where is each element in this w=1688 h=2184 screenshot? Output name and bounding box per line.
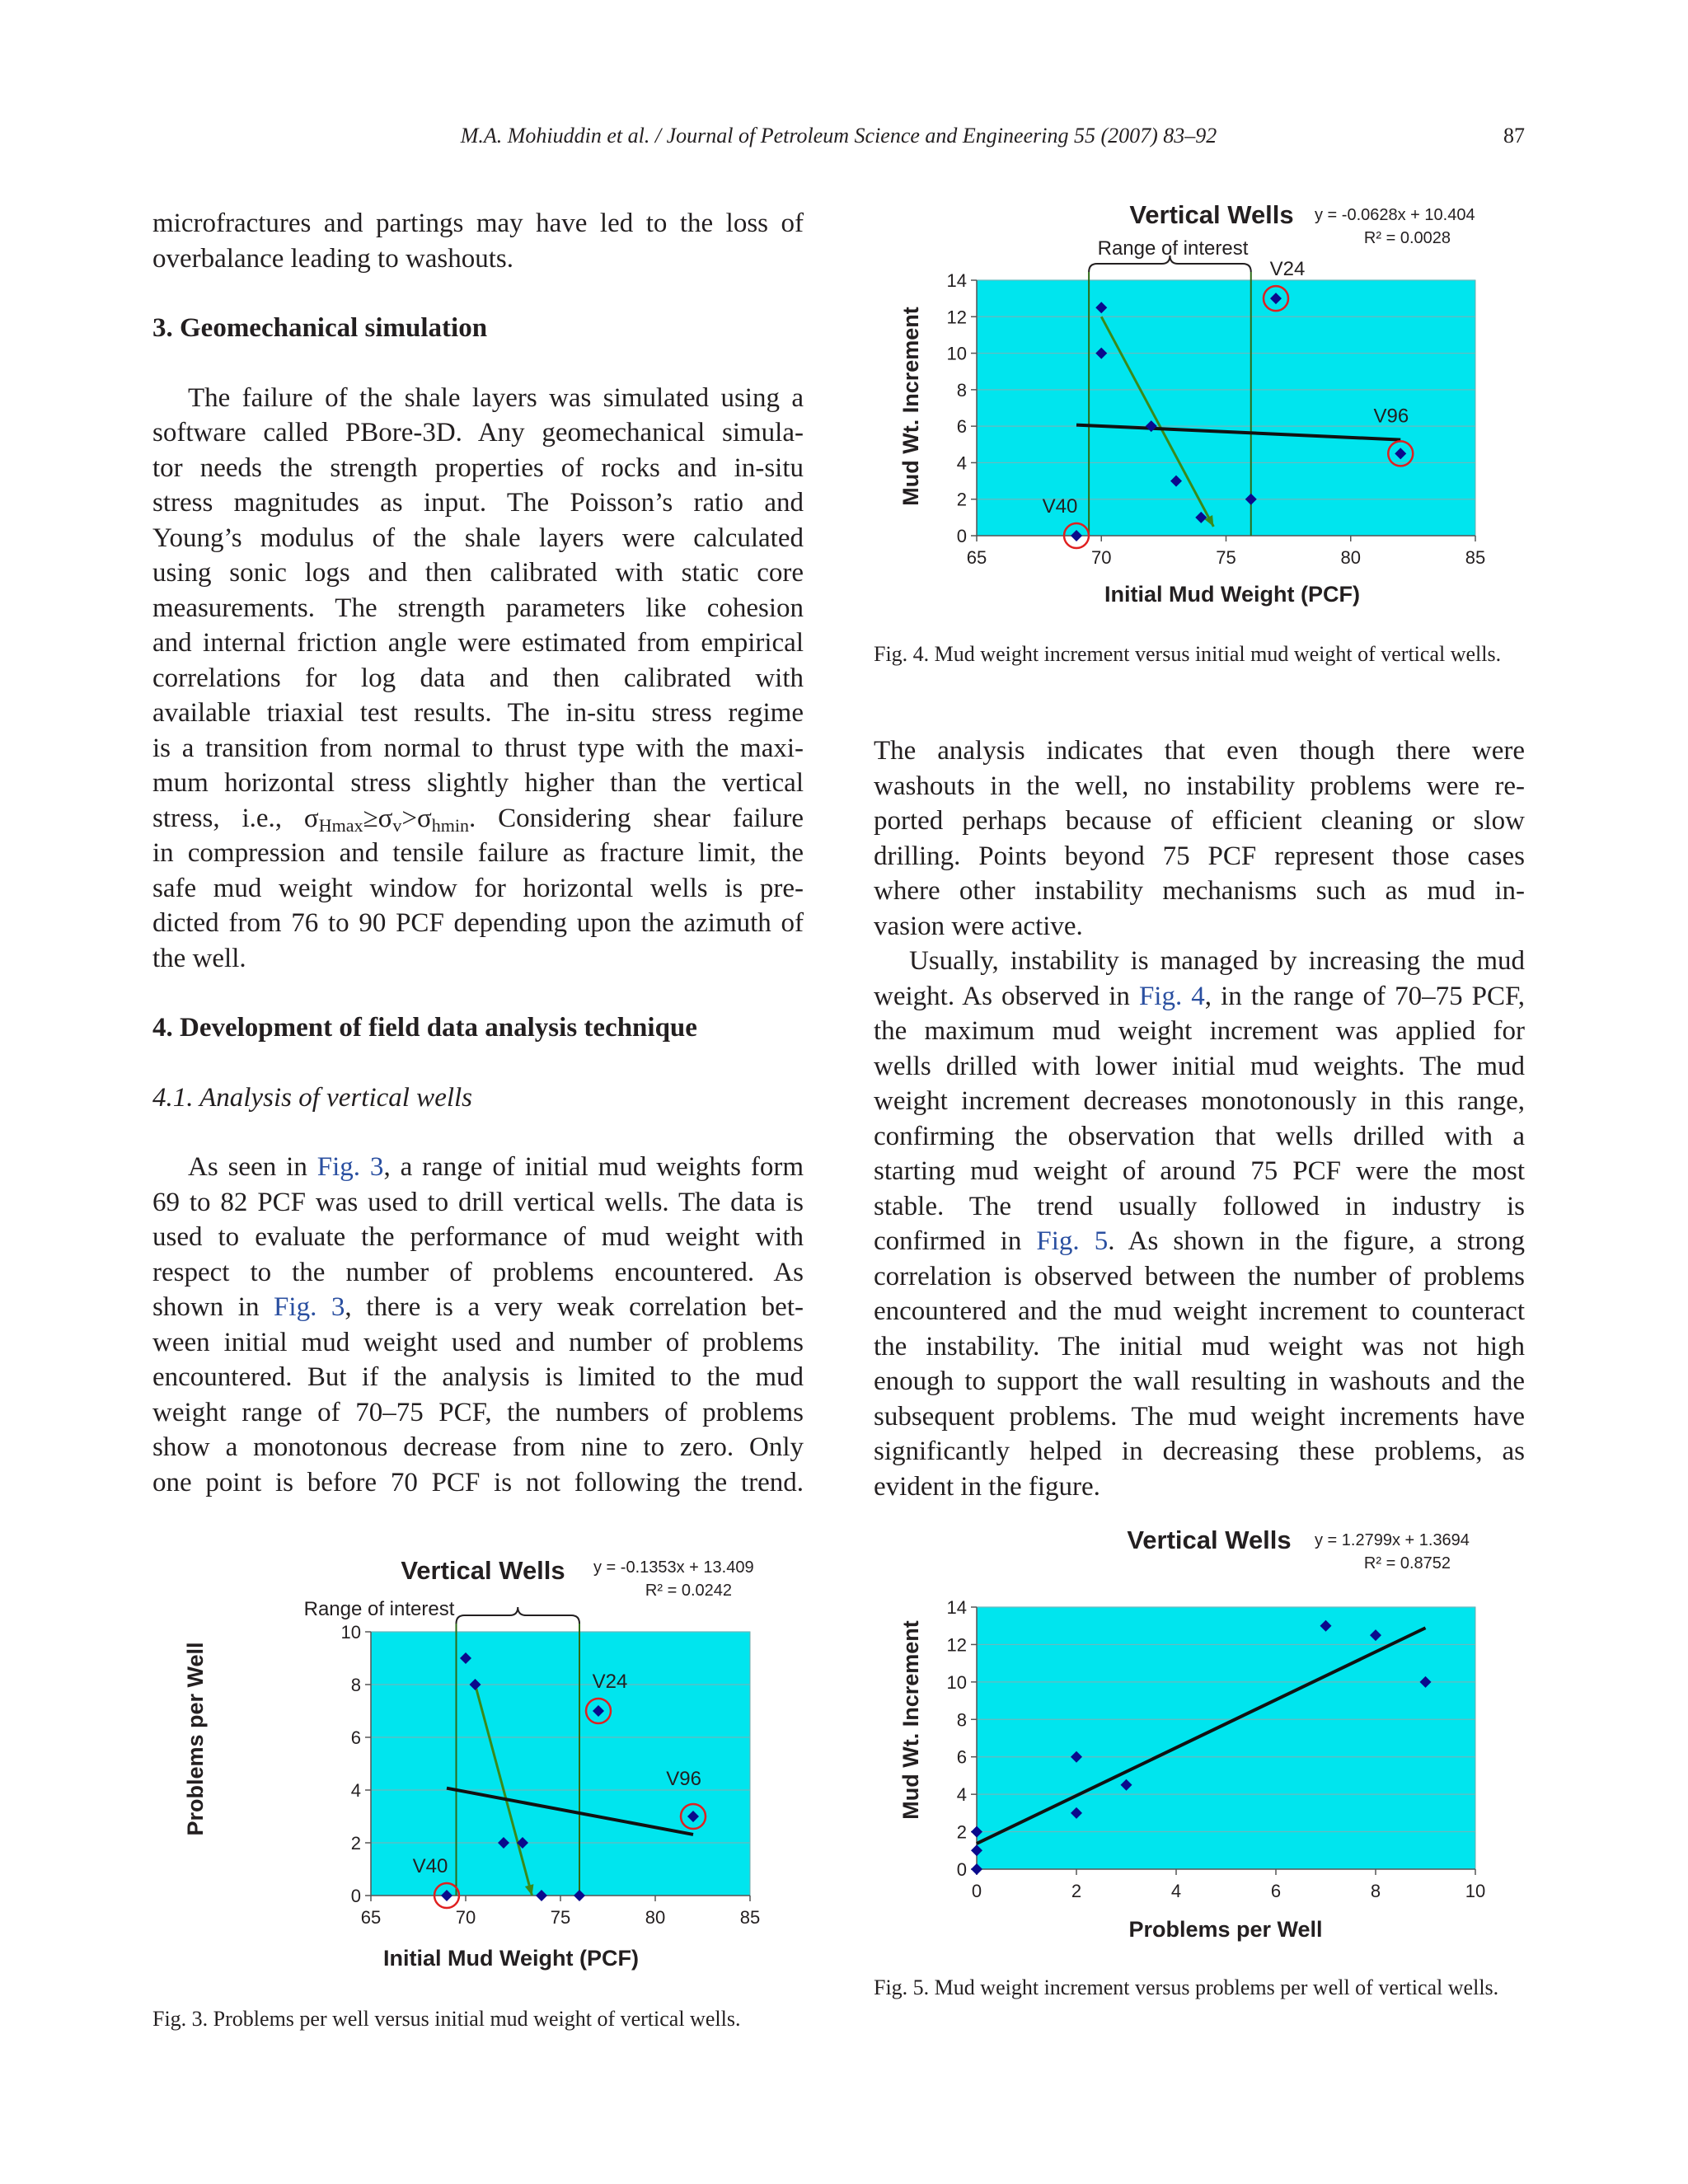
trend-r2: R² = 0.8752: [1363, 1554, 1451, 1572]
text-line: significantly helped in decreasing these problems, as: [874, 1436, 1525, 1466]
figure-3-caption: Fig. 3. Problems per well versus initial mud weight of vertical wells.: [152, 2007, 741, 2031]
section-heading-4: 4. Development of field data analysis technique: [152, 1013, 697, 1043]
outlier-label: V40: [412, 1855, 448, 1877]
x-tick-label: 8: [1370, 1881, 1381, 1901]
text-line: software called PBore-3D. Any geomechanical simula-: [152, 418, 804, 448]
text-line: weight range of 70–75 PCF, the numbers of problems: [152, 1397, 804, 1427]
x-axis-title: Initial Mud Weight (PCF): [1104, 582, 1360, 607]
text-line: ween initial mud weight used and number of problems: [152, 1327, 804, 1357]
text-line: using sonic logs and then calibrated with static core: [152, 558, 804, 588]
range-of-interest-label: Range of interest: [303, 1598, 455, 1620]
outlier-label: V96: [666, 1768, 701, 1790]
x-tick-label: 80: [1340, 547, 1361, 568]
text-line: used to evaluate the performance of mud weight with: [152, 1222, 804, 1252]
text-line: weight. As observed in Fig. 4, in the range of 70–75 PCF,: [874, 981, 1525, 1011]
page-number: 87: [1503, 124, 1525, 148]
journal-citation: M.A. Mohiuddin et al. / Journal of Petroleum Science and Engineering 55 (2007) 83–92: [460, 124, 1217, 148]
text-line: overbalance leading to washouts.: [152, 243, 514, 274]
x-axis-title: Problems per Well: [1128, 1917, 1323, 1942]
y-tick-label: 0: [350, 1886, 361, 1906]
section-3-body: [152, 381, 804, 977]
text-line: enough to support the wall resulting in washouts and the: [874, 1366, 1525, 1396]
fig5-link[interactable]: Fig. 5: [1036, 1226, 1109, 1256]
text-line: correlations for log data and then calibrated with: [152, 663, 804, 693]
x-axis-title: Initial Mud Weight (PCF): [383, 1946, 639, 1971]
fig3-link[interactable]: Fig. 3: [274, 1292, 345, 1322]
text-line: respect to the number of problems encountered. As: [152, 1257, 804, 1287]
text-line: encountered. But if the analysis is limited to the mud: [152, 1362, 804, 1392]
x-tick-label: 70: [1091, 547, 1112, 568]
chart-title: Vertical Wells: [1129, 200, 1294, 229]
y-tick-label: 14: [946, 270, 967, 291]
text-line: dicted from 76 to 90 PCF depending upon the azimuth of: [152, 908, 804, 938]
right-column-text: [874, 733, 1525, 1504]
y-axis-title: Mud Wt. Increment: [898, 307, 923, 506]
figure-4-caption: Fig. 4. Mud weight increment versus initial mud weight of vertical wells.: [874, 642, 1502, 666]
x-tick-label: 65: [966, 547, 987, 568]
range-of-interest-label: Range of interest: [1097, 237, 1249, 260]
x-tick-label: 75: [1216, 547, 1236, 568]
x-tick-label: 70: [455, 1907, 476, 1928]
figure-5-chart: [890, 1516, 1533, 1961]
x-tick-label: 0: [971, 1881, 982, 1901]
chart-title: Vertical Wells: [401, 1556, 565, 1585]
outlier-label: V96: [1373, 405, 1409, 428]
x-tick-label: 75: [550, 1907, 571, 1928]
text-line: the maximum mud weight increment was applied for: [874, 1016, 1525, 1046]
text-line: encountered and the mud weight increment to counteract: [874, 1296, 1525, 1326]
text-line: shown in Fig. 3, there is a very weak correlation bet-: [152, 1292, 804, 1322]
y-tick-label: 10: [946, 343, 967, 364]
text-line: available triaxial test results. The in-situ stress regime: [152, 698, 804, 728]
text-line: evident in the figure.: [874, 1471, 1100, 1502]
text-line: the instability. The initial mud weight was not high: [874, 1331, 1525, 1361]
trend-equation: y = -0.0628x + 10.404: [1315, 206, 1475, 224]
text-line: starting mud weight of around 75 PCF were the most: [874, 1156, 1525, 1186]
plot-area: [977, 1607, 1475, 1869]
x-tick-label: 2: [1071, 1881, 1082, 1901]
section-heading-3: 3. Geomechanical simulation: [152, 313, 488, 343]
y-tick-label: 4: [956, 452, 967, 474]
figure-3-chart: [165, 1533, 808, 1978]
text-line: 69 to 82 PCF was used to drill vertical wells. The data is: [152, 1187, 804, 1217]
text-line: drilling. Points beyond 75 PCF represent those cases: [874, 841, 1525, 871]
text-line: correlation is observed between the number of problems: [874, 1261, 1525, 1291]
y-tick-label: 8: [956, 379, 967, 401]
text-line: where other instability mechanisms such as mud in-: [874, 876, 1525, 906]
text-line: As seen in Fig. 3, a range of initial mud weights form: [188, 1152, 804, 1182]
text-line: show a monotonous decrease from nine to zero. Only: [152, 1432, 804, 1462]
text-line: wells drilled with lower initial mud weights. The mud: [874, 1051, 1525, 1081]
y-tick-label: 0: [956, 1859, 967, 1880]
stress-relation-line: stress, i.e., $\sigma_{Hmax}\ge\sigma_v>\sigma_{hmin}$. Considering shear failure: [152, 803, 804, 836]
text-line: stress magnitudes as input. The Poisson’s ratio and: [152, 488, 804, 518]
y-axis-title: Mud Wt. Increment: [898, 1620, 923, 1820]
section-4-1-body: [152, 1150, 804, 1500]
y-tick-label: 6: [956, 416, 967, 438]
x-tick-label: 85: [739, 1907, 761, 1928]
text-line: one point is before 70 PCF is not following the trend.: [152, 1467, 804, 1497]
y-tick-label: 6: [956, 1746, 967, 1768]
x-tick-label: 85: [1465, 547, 1486, 568]
outlier-label: V40: [1042, 495, 1078, 518]
y-tick-label: 4: [350, 1780, 361, 1801]
text-line: The analysis indicates that even though there were: [874, 736, 1525, 766]
y-tick-label: 4: [956, 1784, 967, 1806]
y-tick-label: 2: [956, 489, 967, 510]
trend-equation: y = -0.1353x + 13.409: [593, 1558, 754, 1577]
y-tick-label: 12: [946, 1634, 967, 1656]
text-line: Young’s modulus of the shale layers were calculated: [152, 523, 804, 553]
text-line: The failure of the shale layers was simulated using a: [188, 382, 804, 413]
y-tick-label: 10: [946, 1671, 967, 1693]
text-line: and internal friction angle were estimated from empirical: [152, 628, 804, 658]
text-line: the well.: [152, 943, 246, 973]
y-tick-label: 2: [956, 1821, 967, 1843]
text-line: confirming the observation that wells drilled with a: [874, 1121, 1525, 1151]
subsection-heading-4-1: 4.1. Analysis of vertical wells: [152, 1082, 473, 1113]
y-tick-label: 6: [350, 1727, 361, 1748]
trend-r2: R² = 0.0028: [1363, 229, 1451, 247]
text-line: Usually, instability is managed by increasing the mud: [909, 946, 1525, 976]
range-brace: [457, 1607, 580, 1624]
text-line: microfractures and partings may have led to the loss of: [152, 209, 804, 238]
y-tick-label: 2: [350, 1833, 361, 1854]
text-line: tor needs the strength properties of rocks and in-situ: [152, 452, 804, 483]
y-tick-label: 8: [350, 1675, 361, 1695]
text-line: mum horizontal stress slightly higher than the vertical: [152, 768, 804, 798]
trend-equation: y = 1.2799x + 1.3694: [1315, 1531, 1470, 1549]
y-tick-label: 0: [956, 526, 967, 546]
text-line: weight increment decreases monotonously in this range,: [874, 1086, 1525, 1116]
text-line: is a transition from normal to thrust type with the maxi-: [152, 733, 804, 763]
fig3-link[interactable]: Fig. 3: [316, 1152, 384, 1182]
y-tick-label: 8: [956, 1709, 967, 1731]
text-line: in compression and tensile failure as fracture limit, the: [152, 838, 804, 868]
running-header: [152, 124, 1525, 160]
outlier-label: V24: [592, 1671, 628, 1693]
x-tick-label: 4: [1170, 1881, 1182, 1901]
text-line: ported perhaps because of efficient cleaning or slow: [874, 806, 1525, 836]
y-axis-title: Problems per Well: [183, 1642, 208, 1836]
x-tick-label: 10: [1465, 1881, 1486, 1901]
text-line: safe mud weight window for horizontal wells is pre-: [152, 873, 804, 903]
y-tick-label: 10: [340, 1622, 361, 1643]
figure-5-caption: Fig. 5. Mud weight increment versus problems per well of vertical wells.: [874, 1975, 1499, 1999]
y-tick-label: 12: [946, 307, 967, 328]
text-line: vasion were active.: [874, 911, 1083, 941]
left-column: [152, 206, 804, 1500]
y-tick-label: 14: [946, 1597, 967, 1618]
x-tick-label: 80: [645, 1907, 666, 1928]
figure-4-chart: [890, 194, 1533, 618]
text-line: stable. The trend usually followed in industry is: [874, 1191, 1525, 1221]
x-tick-label: 65: [360, 1907, 382, 1928]
trend-r2: R² = 0.0242: [645, 1582, 732, 1600]
x-tick-label: 6: [1270, 1881, 1282, 1901]
chart-title: Vertical Wells: [1127, 1526, 1292, 1554]
text-line: measurements. The strength parameters like cohesion: [152, 593, 804, 623]
outlier-label: V24: [1269, 258, 1306, 281]
text-line: washouts in the well, no instability problems were re-: [874, 771, 1525, 801]
fig4-link[interactable]: Fig. 4: [1138, 981, 1205, 1011]
text-line: subsequent problems. The mud weight increments have: [874, 1401, 1525, 1432]
text-line: confirmed in Fig. 5. As shown in the figure, a strong: [874, 1226, 1525, 1256]
